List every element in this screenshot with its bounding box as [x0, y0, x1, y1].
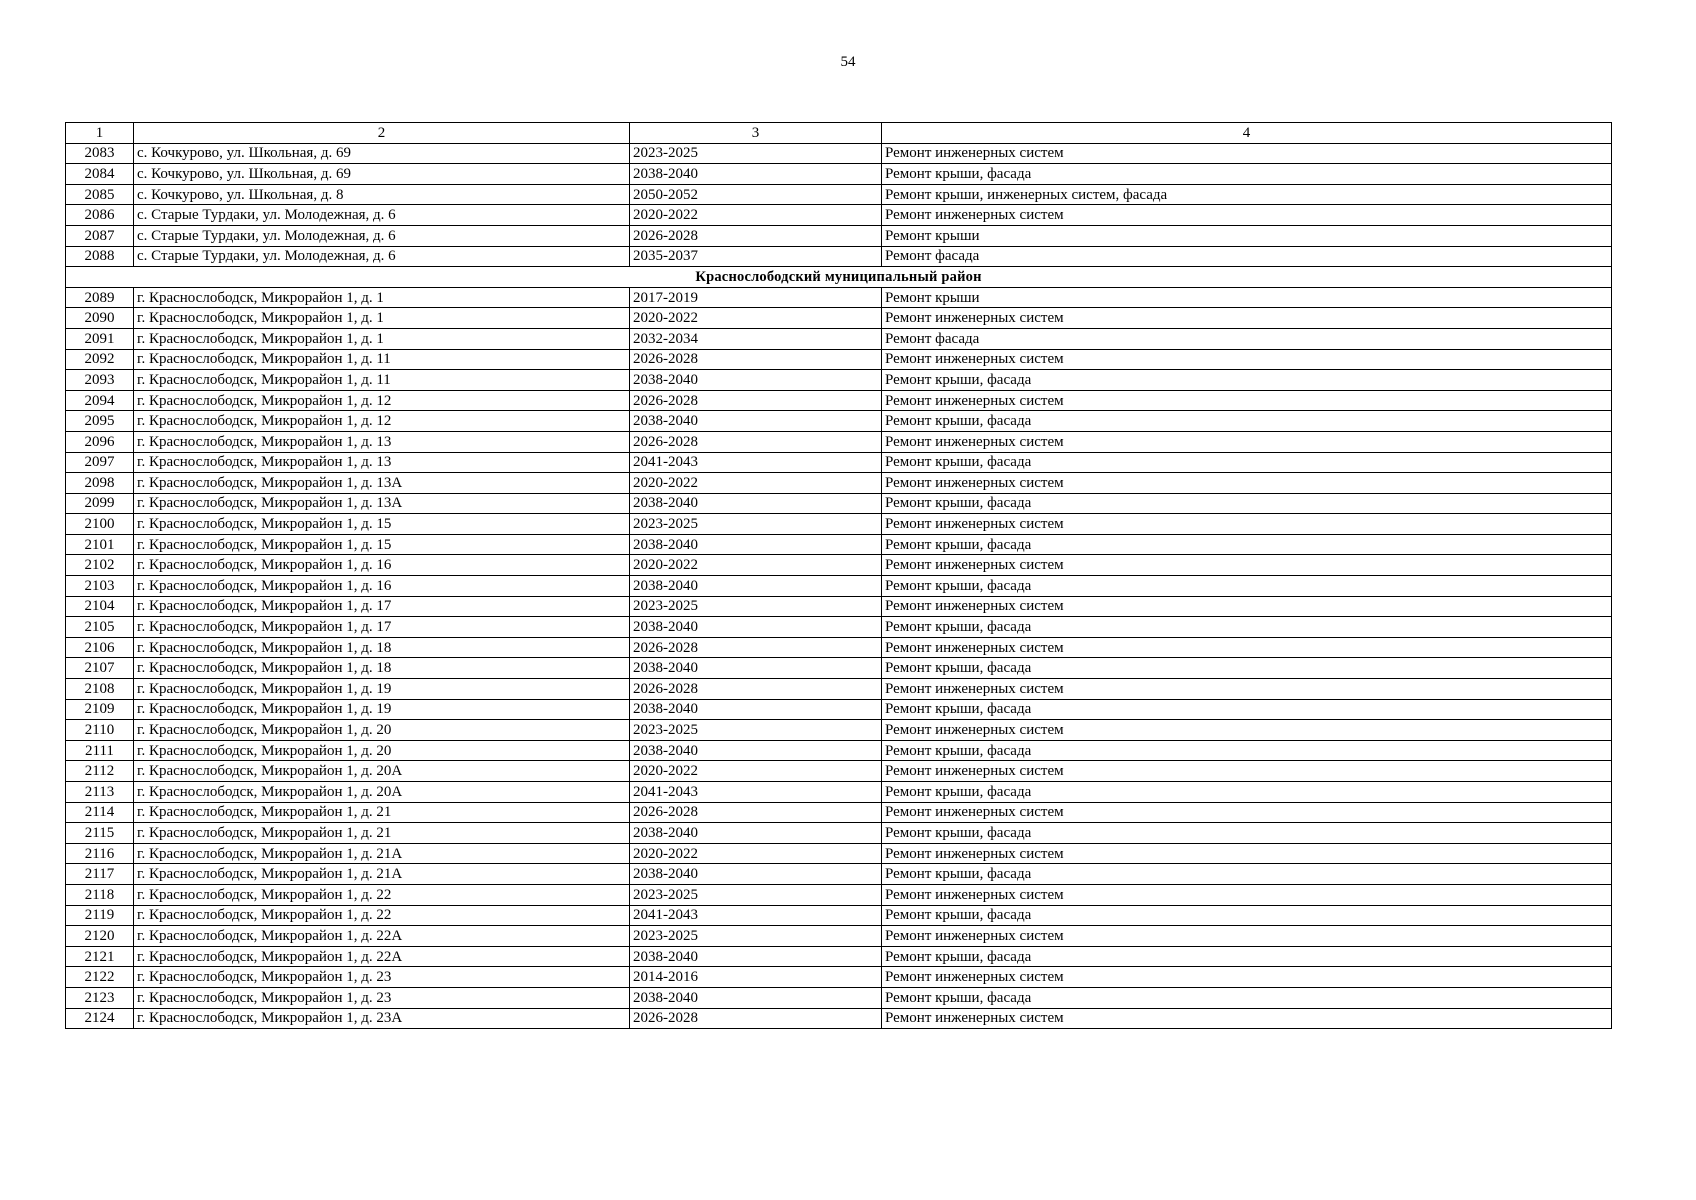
table-row: [66, 287, 1612, 308]
column-number-row: [66, 123, 1612, 144]
row-number: 2124: [66, 1008, 134, 1029]
row-number: 2111: [66, 740, 134, 761]
row-number: 2117: [66, 864, 134, 885]
address-cell: г. Краснослободск, Микрорайон 1, д. 19: [134, 679, 630, 700]
address-cell: с. Кочкурово, ул. Школьная, д. 69: [134, 143, 630, 164]
address-cell: г. Краснослободск, Микрорайон 1, д. 20: [134, 720, 630, 741]
address-cell: с. Старые Турдаки, ул. Молодежная, д. 6: [134, 246, 630, 267]
work-type-cell: Ремонт крыши, фасада: [882, 905, 1612, 926]
table-row: [66, 843, 1612, 864]
work-type-cell: Ремонт крыши, фасада: [882, 534, 1612, 555]
row-number: 2086: [66, 205, 134, 226]
work-type-cell: Ремонт инженерных систем: [882, 143, 1612, 164]
row-number: 2107: [66, 658, 134, 679]
work-type-cell: Ремонт крыши: [882, 225, 1612, 246]
address-cell: г. Краснослободск, Микрорайон 1, д. 19: [134, 699, 630, 720]
work-type-cell: Ремонт крыши: [882, 287, 1612, 308]
work-type-cell: Ремонт инженерных систем: [882, 390, 1612, 411]
row-number: 2116: [66, 843, 134, 864]
row-number: 2122: [66, 967, 134, 988]
address-cell: г. Краснослободск, Микрорайон 1, д. 16: [134, 555, 630, 576]
column-number-1: 1: [66, 123, 134, 144]
address-cell: г. Краснослободск, Микрорайон 1, д. 21А: [134, 864, 630, 885]
row-number: 2109: [66, 699, 134, 720]
work-type-cell: Ремонт инженерных систем: [882, 349, 1612, 370]
address-cell: г. Краснослободск, Микрорайон 1, д. 18: [134, 658, 630, 679]
row-number: 2118: [66, 884, 134, 905]
work-type-cell: Ремонт инженерных систем: [882, 967, 1612, 988]
address-cell: г. Краснослободск, Микрорайон 1, д. 21А: [134, 843, 630, 864]
period-cell: 2038-2040: [630, 699, 882, 720]
table-row: [66, 802, 1612, 823]
work-type-cell: Ремонт инженерных систем: [882, 843, 1612, 864]
address-cell: г. Краснослободск, Микрорайон 1, д. 13А: [134, 473, 630, 494]
work-type-cell: Ремонт крыши, фасада: [882, 370, 1612, 391]
row-number: 2102: [66, 555, 134, 576]
work-type-cell: Ремонт крыши, фасада: [882, 617, 1612, 638]
table-row: [66, 534, 1612, 555]
row-number: 2098: [66, 473, 134, 494]
address-cell: г. Краснослободск, Микрорайон 1, д. 20: [134, 740, 630, 761]
row-number: 2113: [66, 782, 134, 803]
table-row: [66, 514, 1612, 535]
repair-schedule-table: [65, 122, 1612, 1029]
table-row: [66, 864, 1612, 885]
row-number: 2120: [66, 926, 134, 947]
period-cell: 2038-2040: [630, 411, 882, 432]
table-row: [66, 637, 1612, 658]
row-number: 2100: [66, 514, 134, 535]
address-cell: г. Краснослободск, Микрорайон 1, д. 21: [134, 802, 630, 823]
period-cell: 2038-2040: [630, 658, 882, 679]
period-cell: 2038-2040: [630, 740, 882, 761]
period-cell: 2020-2022: [630, 843, 882, 864]
row-number: 2121: [66, 946, 134, 967]
table-row: [66, 349, 1612, 370]
period-cell: 2032-2034: [630, 328, 882, 349]
period-cell: 2038-2040: [630, 164, 882, 185]
period-cell: 2038-2040: [630, 370, 882, 391]
section-header-row: [66, 267, 1612, 288]
period-cell: 2023-2025: [630, 926, 882, 947]
table-row: [66, 740, 1612, 761]
period-cell: 2020-2022: [630, 308, 882, 329]
period-cell: 2026-2028: [630, 431, 882, 452]
period-cell: 2038-2040: [630, 576, 882, 597]
period-cell: 2026-2028: [630, 637, 882, 658]
column-number-2: 2: [134, 123, 630, 144]
row-number: 2096: [66, 431, 134, 452]
row-number: 2084: [66, 164, 134, 185]
row-number: 2112: [66, 761, 134, 782]
address-cell: г. Краснослободск, Микрорайон 1, д. 17: [134, 617, 630, 638]
address-cell: г. Краснослободск, Микрорайон 1, д. 16: [134, 576, 630, 597]
period-cell: 2041-2043: [630, 452, 882, 473]
table-row: [66, 679, 1612, 700]
period-cell: 2038-2040: [630, 823, 882, 844]
period-cell: 2035-2037: [630, 246, 882, 267]
row-number: 2099: [66, 493, 134, 514]
section-title: Краснослободский муниципальный район: [66, 267, 1612, 288]
period-cell: 2050-2052: [630, 184, 882, 205]
work-type-cell: Ремонт крыши, фасада: [882, 823, 1612, 844]
work-type-cell: Ремонт фасада: [882, 246, 1612, 267]
work-type-cell: Ремонт крыши, фасада: [882, 452, 1612, 473]
period-cell: 2038-2040: [630, 946, 882, 967]
address-cell: с. Старые Турдаки, ул. Молодежная, д. 6: [134, 205, 630, 226]
address-cell: г. Краснослободск, Микрорайон 1, д. 22А: [134, 946, 630, 967]
table-row: [66, 987, 1612, 1008]
work-type-cell: Ремонт крыши, фасада: [882, 411, 1612, 432]
work-type-cell: Ремонт крыши, фасада: [882, 782, 1612, 803]
table-row: [66, 782, 1612, 803]
table-row: [66, 143, 1612, 164]
row-number: 2110: [66, 720, 134, 741]
address-cell: г. Краснослободск, Микрорайон 1, д. 20А: [134, 761, 630, 782]
address-cell: с. Кочкурово, ул. Школьная, д. 8: [134, 184, 630, 205]
work-type-cell: Ремонт крыши, фасада: [882, 740, 1612, 761]
row-number: 2094: [66, 390, 134, 411]
work-type-cell: Ремонт инженерных систем: [882, 308, 1612, 329]
period-cell: 2023-2025: [630, 514, 882, 535]
period-cell: 2014-2016: [630, 967, 882, 988]
period-cell: 2026-2028: [630, 679, 882, 700]
address-cell: г. Краснослободск, Микрорайон 1, д. 11: [134, 370, 630, 391]
row-number: 2083: [66, 143, 134, 164]
row-number: 2115: [66, 823, 134, 844]
table-row: [66, 823, 1612, 844]
table-body: [66, 123, 1612, 1029]
work-type-cell: Ремонт инженерных систем: [882, 555, 1612, 576]
table-row: [66, 225, 1612, 246]
page-number: 54: [840, 54, 856, 70]
row-number: 2092: [66, 349, 134, 370]
row-number: 2097: [66, 452, 134, 473]
table-row: [66, 905, 1612, 926]
period-cell: 2020-2022: [630, 761, 882, 782]
work-type-cell: Ремонт инженерных систем: [882, 431, 1612, 452]
row-number: 2103: [66, 576, 134, 597]
table-row: [66, 184, 1612, 205]
address-cell: г. Краснослободск, Микрорайон 1, д. 13: [134, 452, 630, 473]
row-number: 2105: [66, 617, 134, 638]
table-row: [66, 431, 1612, 452]
row-number: 2108: [66, 679, 134, 700]
table-row: [66, 390, 1612, 411]
table-row: [66, 658, 1612, 679]
work-type-cell: Ремонт крыши, фасада: [882, 658, 1612, 679]
period-cell: 2020-2022: [630, 473, 882, 494]
row-number: 2088: [66, 246, 134, 267]
address-cell: г. Краснослободск, Микрорайон 1, д. 22: [134, 884, 630, 905]
work-type-cell: Ремонт инженерных систем: [882, 473, 1612, 494]
table-row: [66, 699, 1612, 720]
table-row: [66, 205, 1612, 226]
address-cell: с. Старые Турдаки, ул. Молодежная, д. 6: [134, 225, 630, 246]
address-cell: г. Краснослободск, Микрорайон 1, д. 13: [134, 431, 630, 452]
row-number: 2123: [66, 987, 134, 1008]
table-row: [66, 596, 1612, 617]
row-number: 2104: [66, 596, 134, 617]
table-row: [66, 967, 1612, 988]
period-cell: 2041-2043: [630, 782, 882, 803]
address-cell: г. Краснослободск, Микрорайон 1, д. 1: [134, 308, 630, 329]
work-type-cell: Ремонт инженерных систем: [882, 720, 1612, 741]
period-cell: 2038-2040: [630, 493, 882, 514]
work-type-cell: Ремонт инженерных систем: [882, 1008, 1612, 1029]
table-row: [66, 720, 1612, 741]
row-number: 2089: [66, 287, 134, 308]
column-number-3: 3: [630, 123, 882, 144]
address-cell: г. Краснослободск, Микрорайон 1, д. 23: [134, 967, 630, 988]
work-type-cell: Ремонт инженерных систем: [882, 205, 1612, 226]
work-type-cell: Ремонт крыши, фасада: [882, 946, 1612, 967]
row-number: 2090: [66, 308, 134, 329]
period-cell: 2026-2028: [630, 349, 882, 370]
table-row: [66, 328, 1612, 349]
work-type-cell: Ремонт инженерных систем: [882, 596, 1612, 617]
row-number: 2085: [66, 184, 134, 205]
table-row: [66, 411, 1612, 432]
period-cell: 2026-2028: [630, 390, 882, 411]
row-number: 2106: [66, 637, 134, 658]
period-cell: 2026-2028: [630, 225, 882, 246]
period-cell: 2041-2043: [630, 905, 882, 926]
row-number: 2095: [66, 411, 134, 432]
table-row: [66, 1008, 1612, 1029]
table-row: [66, 246, 1612, 267]
work-type-cell: Ремонт крыши, фасада: [882, 493, 1612, 514]
address-cell: г. Краснослободск, Микрорайон 1, д. 17: [134, 596, 630, 617]
period-cell: 2038-2040: [630, 987, 882, 1008]
period-cell: 2038-2040: [630, 864, 882, 885]
period-cell: 2038-2040: [630, 534, 882, 555]
period-cell: 2023-2025: [630, 884, 882, 905]
address-cell: г. Краснослободск, Микрорайон 1, д. 18: [134, 637, 630, 658]
row-number: 2114: [66, 802, 134, 823]
table-row: [66, 761, 1612, 782]
row-number: 2091: [66, 328, 134, 349]
address-cell: г. Краснослободск, Микрорайон 1, д. 1: [134, 287, 630, 308]
work-type-cell: Ремонт крыши, фасада: [882, 864, 1612, 885]
table-row: [66, 452, 1612, 473]
address-cell: г. Краснослободск, Микрорайон 1, д. 22А: [134, 926, 630, 947]
table-row: [66, 555, 1612, 576]
address-cell: г. Краснослободск, Микрорайон 1, д. 21: [134, 823, 630, 844]
work-type-cell: Ремонт инженерных систем: [882, 679, 1612, 700]
table-row: [66, 493, 1612, 514]
period-cell: 2020-2022: [630, 205, 882, 226]
period-cell: 2020-2022: [630, 555, 882, 576]
address-cell: г. Краснослободск, Микрорайон 1, д. 12: [134, 390, 630, 411]
address-cell: г. Краснослободск, Микрорайон 1, д. 12: [134, 411, 630, 432]
address-cell: г. Краснослободск, Микрорайон 1, д. 23: [134, 987, 630, 1008]
work-type-cell: Ремонт инженерных систем: [882, 884, 1612, 905]
work-type-cell: Ремонт инженерных систем: [882, 637, 1612, 658]
address-cell: г. Краснослободск, Микрорайон 1, д. 11: [134, 349, 630, 370]
period-cell: 2026-2028: [630, 802, 882, 823]
work-type-cell: Ремонт крыши, фасада: [882, 987, 1612, 1008]
period-cell: 2026-2028: [630, 1008, 882, 1029]
address-cell: г. Краснослободск, Микрорайон 1, д. 22: [134, 905, 630, 926]
period-cell: 2023-2025: [630, 143, 882, 164]
table-row: [66, 884, 1612, 905]
row-number: 2119: [66, 905, 134, 926]
period-cell: 2023-2025: [630, 720, 882, 741]
address-cell: г. Краснослободск, Микрорайон 1, д. 1: [134, 328, 630, 349]
period-cell: 2017-2019: [630, 287, 882, 308]
address-cell: г. Краснослободск, Микрорайон 1, д. 15: [134, 514, 630, 535]
row-number: 2101: [66, 534, 134, 555]
period-cell: 2023-2025: [630, 596, 882, 617]
table-row: [66, 576, 1612, 597]
table-row: [66, 473, 1612, 494]
address-cell: с. Кочкурово, ул. Школьная, д. 69: [134, 164, 630, 185]
address-cell: г. Краснослободск, Микрорайон 1, д. 23А: [134, 1008, 630, 1029]
work-type-cell: Ремонт крыши, фасада: [882, 699, 1612, 720]
table-row: [66, 617, 1612, 638]
work-type-cell: Ремонт инженерных систем: [882, 802, 1612, 823]
table-row: [66, 926, 1612, 947]
column-number-4: 4: [882, 123, 1612, 144]
work-type-cell: Ремонт крыши, фасада: [882, 576, 1612, 597]
row-number: 2093: [66, 370, 134, 391]
table-row: [66, 164, 1612, 185]
row-number: 2087: [66, 225, 134, 246]
table-row: [66, 946, 1612, 967]
table-row: [66, 308, 1612, 329]
work-type-cell: Ремонт инженерных систем: [882, 761, 1612, 782]
work-type-cell: Ремонт инженерных систем: [882, 926, 1612, 947]
address-cell: г. Краснослободск, Микрорайон 1, д. 15: [134, 534, 630, 555]
table-row: [66, 370, 1612, 391]
work-type-cell: Ремонт крыши, инженерных систем, фасада: [882, 184, 1612, 205]
work-type-cell: Ремонт крыши, фасада: [882, 164, 1612, 185]
work-type-cell: Ремонт инженерных систем: [882, 514, 1612, 535]
address-cell: г. Краснослободск, Микрорайон 1, д. 13А: [134, 493, 630, 514]
period-cell: 2038-2040: [630, 617, 882, 638]
work-type-cell: Ремонт фасада: [882, 328, 1612, 349]
address-cell: г. Краснослободск, Микрорайон 1, д. 20А: [134, 782, 630, 803]
